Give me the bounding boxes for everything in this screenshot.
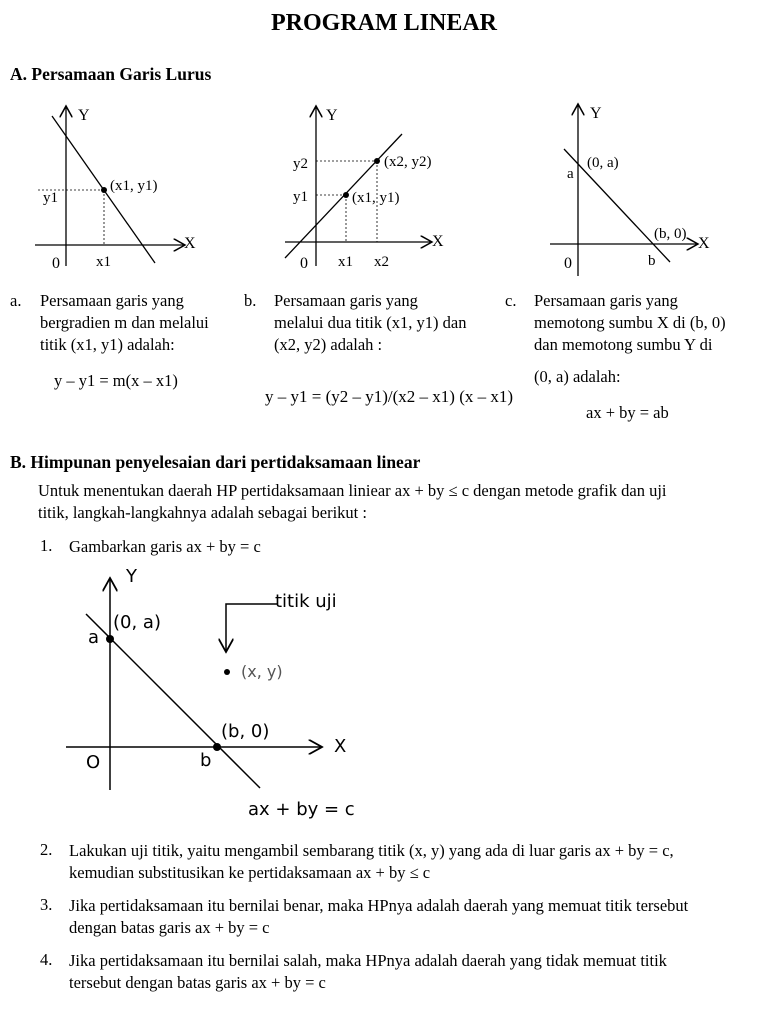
b-label: b xyxy=(200,750,212,771)
step-1-text: Gambarkan garis ax + by = c xyxy=(69,537,261,556)
a-label: a xyxy=(88,627,100,648)
test-label: titik uji xyxy=(275,591,337,612)
step-2-number: 2. xyxy=(40,840,53,859)
step-4-line-2: tersebut dengan batas garis ax + by = c xyxy=(69,973,326,992)
a-label: a xyxy=(567,166,574,182)
step-3-number: 3. xyxy=(40,895,53,914)
y-tick-2: y2 xyxy=(293,156,308,172)
item-a-text xyxy=(40,290,240,356)
x-axis-label: X xyxy=(334,736,347,757)
point-1-label: (x1, y1) xyxy=(352,190,400,206)
y-axis-label: Y xyxy=(126,566,137,587)
step-3-line-1: Jika pertidaksamaan itu bernilai benar, maka HPnya adalah daerah yang memuat titik tersebut xyxy=(69,896,689,915)
step-2-line-2: kemudian substitusikan ke pertidaksamaan ax + by ≤ c xyxy=(69,863,431,882)
step-2-line-1: Lakukan uji titik, yaitu mengambil sembarang titik (x, y) yang ada di luar garis ax + by = c, xyxy=(69,841,674,860)
item-b-line-3: (x2, y2) adalah : xyxy=(274,335,383,354)
section-b-intro xyxy=(38,480,763,524)
item-a-line-3: titik (x1, y1) adalah: xyxy=(40,335,175,354)
graph-two-points xyxy=(280,98,455,278)
x-axis-label: X xyxy=(698,235,710,252)
item-b-text xyxy=(274,290,504,356)
step-4-number: 4. xyxy=(40,950,53,969)
point-x-label: (b, 0) xyxy=(654,226,687,242)
point-x-label: (b, 0) xyxy=(221,721,270,742)
item-c-text xyxy=(534,290,764,388)
graph-gradient-point xyxy=(30,98,205,278)
point-x-intercept xyxy=(213,743,221,751)
item-c-line-1: Persamaan garis yang xyxy=(534,291,678,310)
y-axis-label: Y xyxy=(78,107,90,124)
item-b-marker: b. xyxy=(244,291,257,310)
x-axis-label: X xyxy=(432,233,444,250)
test-arrow xyxy=(226,604,278,652)
item-a-formula: y – y1 = m(x – x1) xyxy=(54,371,178,390)
step-2-text xyxy=(69,840,761,884)
point-label: (x1, y1) xyxy=(110,178,158,194)
point-2-label: (x2, y2) xyxy=(384,154,432,170)
test-point-label: (x, y) xyxy=(241,662,283,681)
y-tick-1: y1 xyxy=(293,189,308,205)
point-1 xyxy=(343,192,349,198)
point xyxy=(101,187,107,193)
origin-label: 0 xyxy=(52,255,60,272)
step-3-text xyxy=(69,895,761,939)
graph-intercepts xyxy=(540,98,725,278)
step-3-line-2: dengan batas garis ax + by = c xyxy=(69,918,270,937)
point-2 xyxy=(374,158,380,164)
item-c-line-4: (0, a) adalah: xyxy=(534,367,621,386)
origin-label: 0 xyxy=(564,255,572,272)
item-b-formula: y – y1 = (y2 – y1)/(x2 – x1) (x – x1) xyxy=(265,387,514,406)
y-axis-label: Y xyxy=(590,105,602,122)
test-point xyxy=(224,669,230,675)
step-1-number: 1. xyxy=(40,536,53,555)
step-4-line-1: Jika pertidaksamaan itu bernilai salah, maka HPnya adalah daerah yang tidak memuat titik xyxy=(69,951,667,970)
item-c-marker: c. xyxy=(505,291,517,310)
page-title: PROGRAM LINEAR xyxy=(271,10,497,36)
section-a-heading: A. Persamaan Garis Lurus xyxy=(10,64,212,84)
x-tick-1: x1 xyxy=(338,254,353,270)
item-b-line-1: Persamaan garis yang xyxy=(274,291,418,310)
item-c-line-2: memotong sumbu X di (b, 0) xyxy=(534,313,726,332)
item-a-line-1: Persamaan garis yang xyxy=(40,291,184,310)
point-y-intercept xyxy=(106,635,114,643)
x-tick-2: x2 xyxy=(374,254,389,270)
item-b-line-2: melalui dua titik (x1, y1) dan xyxy=(274,313,467,332)
item-c-line-3: dan memotong sumbu Y di xyxy=(534,335,713,354)
origin-label: 0 xyxy=(300,255,308,272)
intro-line-2: titik, langkah-langkahnya adalah sebagai berikut : xyxy=(38,503,367,522)
section-b-heading: B. Himpunan penyelesaian dari pertidaksamaan linear xyxy=(10,452,421,472)
origin-label: O xyxy=(86,752,101,773)
graph-inequality xyxy=(60,562,380,827)
intro-line-1: Untuk menentukan daerah HP pertidaksamaan liniear ax + by ≤ c dengan metode grafik dan uji xyxy=(38,481,667,500)
point-y-label: (0, a) xyxy=(113,612,161,633)
item-a-line-2: bergradien m dan melalui xyxy=(40,313,209,332)
step-4-text xyxy=(69,950,761,994)
x-tick: x1 xyxy=(96,254,111,270)
point-y-label: (0, a) xyxy=(587,155,619,171)
b-label: b xyxy=(648,253,656,269)
item-a-marker: a. xyxy=(10,291,22,310)
y-axis-label: Y xyxy=(326,107,338,124)
item-c-formula: ax + by = ab xyxy=(586,403,669,422)
x-axis-label: X xyxy=(184,235,196,252)
y-tick: y1 xyxy=(43,190,58,206)
line-label: ax + by = c xyxy=(248,799,355,820)
